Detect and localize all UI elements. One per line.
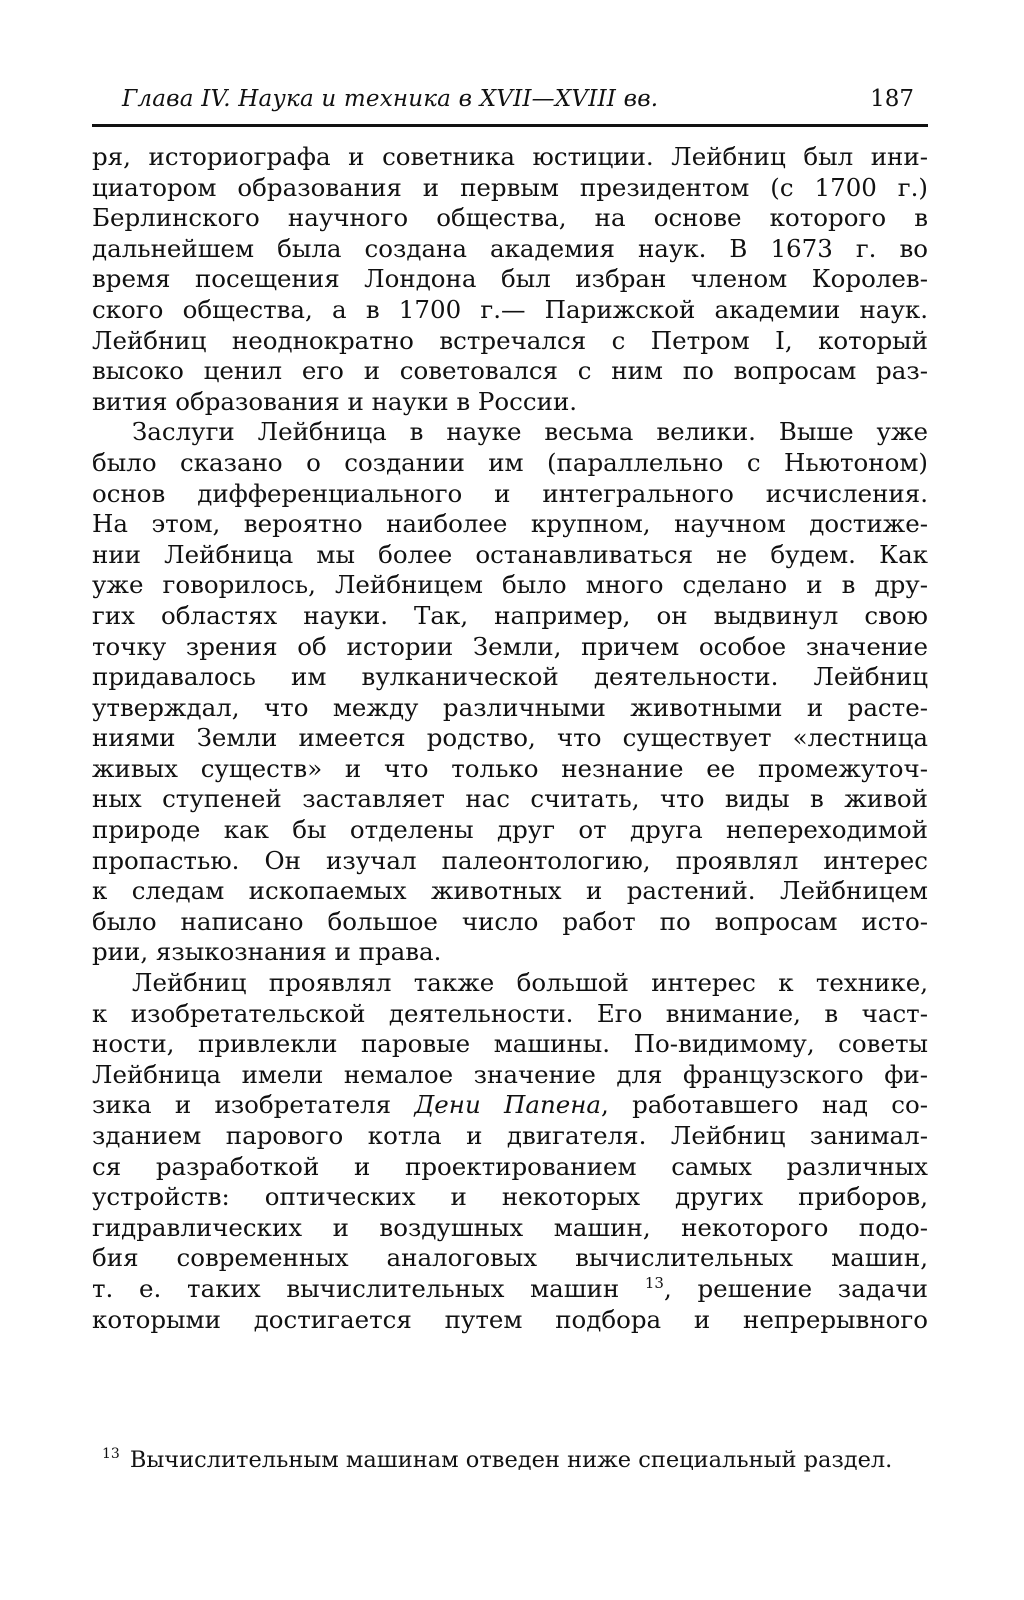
text-line: На этом, вероятно наиболее крупном, научном достиже- [92, 509, 928, 539]
text-line: зданием парового котла и двигателя. Лейбниц занимал- [92, 1121, 928, 1150]
text-line: вития образования и науки в России. [92, 386, 578, 416]
page-number: 187 [870, 86, 914, 112]
running-header [92, 82, 928, 122]
header-divider [92, 124, 928, 127]
text-line: нии Лейбница мы более останавливаться не будем. Как [92, 539, 928, 569]
footnote-text: Вычислительным машинам отведен ниже специальный раздел. [129, 1447, 893, 1473]
text-line: ся разработкой и проектированием самых различных [92, 1151, 928, 1181]
main-text [92, 142, 928, 1335]
text-line: было сказано о создании им (параллельно с Ньютоном) [92, 447, 928, 477]
text-fragment: , работавшего над со- [601, 1090, 928, 1120]
text-line: рии, языкознания и права. [92, 937, 442, 967]
text-line: к изобретательской деятельности. Его внимание, в част- [92, 998, 928, 1028]
text-line: дальнейшем была создана академия наук. В 1673 г. во [92, 233, 928, 263]
text-line: основ дифференциального и интегрального исчисления. [92, 478, 928, 508]
text-line: Лейбниц неоднократно встречался с Петром I, который [92, 325, 928, 355]
text-fragment: , решение задачи [663, 1273, 928, 1303]
text-line: ниями Земли имеется родство, что существует «лестница [92, 723, 928, 753]
text-line: утверждал, что между различными животными и расте- [92, 692, 928, 722]
text-line: ря, историографа и советника юстиции. Лейбниц был ини- [92, 142, 928, 171]
text-line: к следам ископаемых животных и растений. Лейбницем [92, 876, 928, 906]
text-line: гидравлических и воздушных машин, некоторого подо- [92, 1212, 928, 1242]
text-line: циатором образования и первым президентом (с 1700 г.) [92, 172, 928, 202]
text-line: уже говорилось, Лейбницем было много сделано и в дру- [92, 570, 928, 600]
text-line: точку зрения об истории Земли, причем особое значение [92, 631, 928, 661]
text-line: которыми достигается путем подбора и непрерывного [92, 1304, 928, 1334]
chapter-title: Глава IV. Наука и техника в XVII—XVIII вв. [122, 86, 659, 112]
text-line: пропастью. Он изучал палеонтологию, проявлял интерес [92, 845, 928, 875]
footnote [102, 1445, 928, 1475]
text-line: время посещения Лондона был избран членом Королев- [92, 264, 928, 294]
text-line: природе как бы отделены друг от друга непереходимой [92, 815, 928, 845]
text-line: Берлинского научного общества, на основе которого в [92, 203, 928, 233]
text-line-with-footnote-ref [92, 1274, 928, 1305]
text-fragment: т. е. таких вычислительных машин [92, 1273, 620, 1303]
text-line: было написано большое число работ по вопросам исто- [92, 906, 928, 936]
text-line: бия современных аналоговых вычислительных машин, [92, 1243, 928, 1273]
footnote-reference[interactable]: 13 [644, 1273, 664, 1292]
text-fragment: зика и изобретателя [92, 1090, 392, 1120]
paragraph-start-line: Заслуги Лейбница в науке весьма велики. Выше уже [132, 417, 928, 447]
text-line: живых существ» и что только незнание ее промежуточ- [92, 753, 928, 783]
text-line: придавалось им вулканической деятельности. Лейбниц [92, 662, 928, 692]
footnote-marker: 13 [102, 1446, 120, 1462]
text-line: устройств: оптических и некоторых других приборов, [92, 1182, 928, 1212]
text-line: ности, привлекли паровые машины. По-видимому, советы [92, 1029, 928, 1059]
text-line: высоко ценил его и советовался с ним по вопросам раз- [92, 356, 928, 386]
text-line: Лейбница имели немалое значение для французского фи- [92, 1059, 928, 1089]
text-line: ского общества, а в 1700 г.— Парижской академии наук. [92, 294, 928, 324]
text-line-with-name [92, 1090, 928, 1121]
text-line: гих областях науки. Так, например, он выдвинул свою [92, 600, 928, 630]
text-line: ных ступеней заставляет нас считать, что виды в живой [92, 784, 928, 814]
paragraph-start-line: Лейбниц проявлял также большой интерес к технике, [132, 968, 928, 998]
person-name-italic: Дени Папена [414, 1090, 601, 1120]
